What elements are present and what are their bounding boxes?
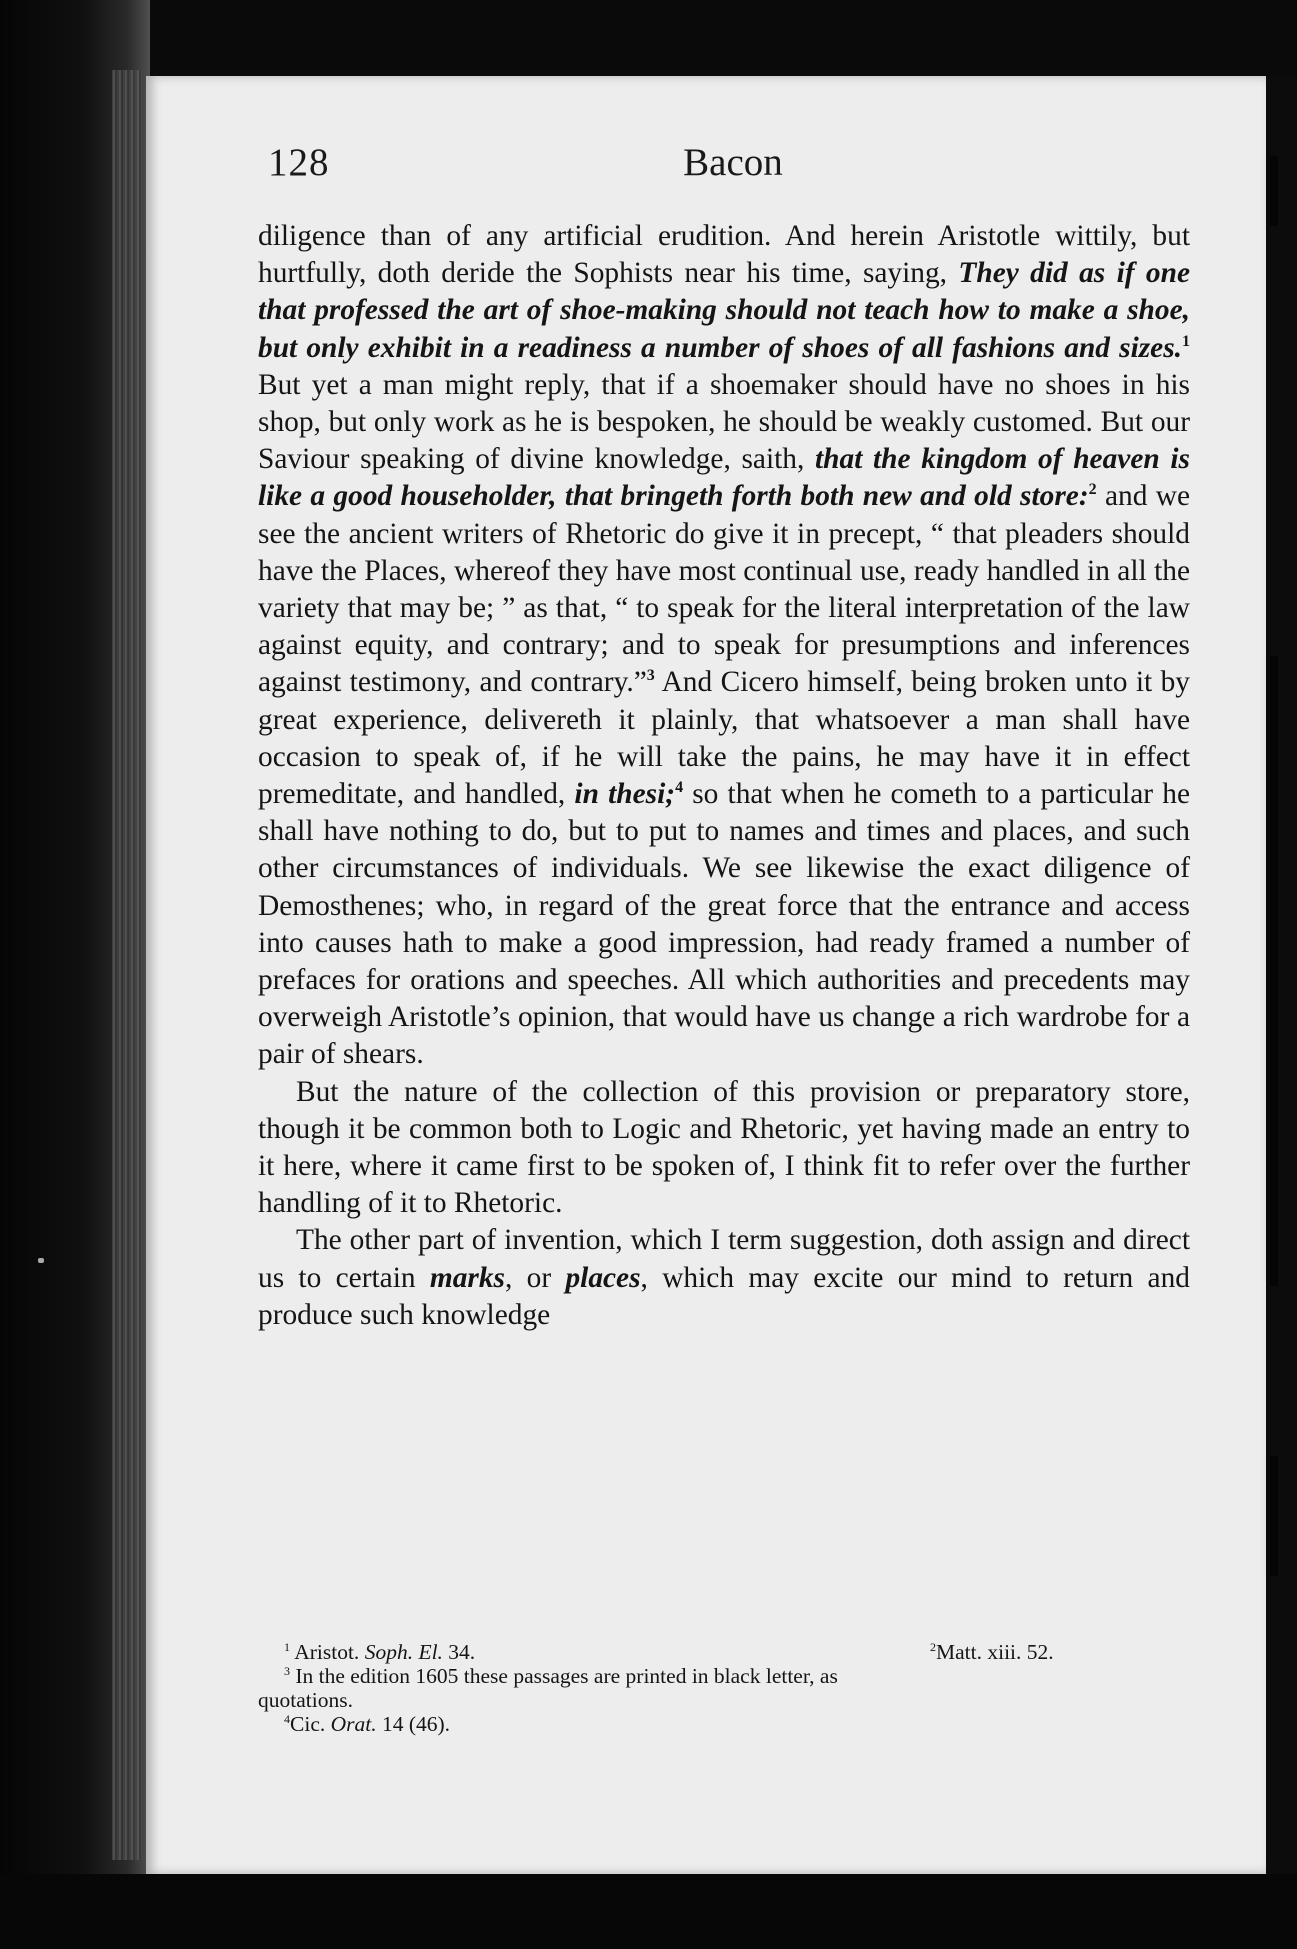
- page-header: [268, 140, 1188, 190]
- footnote-4: [258, 1712, 1190, 1736]
- italic-run: They did as if one that professed the art of shoe-making should not teach how to make a shoe, but only exhibit in a readiness a number of shoes of all fashions and sizes.: [258, 257, 1191, 364]
- edge-mark: [1270, 656, 1278, 1286]
- footnote-ref: 2: [1088, 481, 1097, 499]
- footnote-3: [258, 1664, 1190, 1688]
- footnote-title: Orat.: [330, 1712, 377, 1736]
- scan-border-bottom: [0, 1874, 1297, 1949]
- text-run: The other part of invention, which I term suggestion, doth assign and direct us to certain: [258, 1224, 1190, 1294]
- footnote-text: In the edition 1605 these passages are printed in black letter, as: [295, 1664, 838, 1688]
- text-run: , or: [505, 1261, 566, 1294]
- scan-speck: [38, 1258, 44, 1263]
- italic-run: places: [565, 1261, 641, 1294]
- page-edges: [112, 70, 142, 1860]
- book-spine: [0, 0, 150, 1949]
- italic-run: that the kingdom of heaven is like a good householder, that bringeth forth both new and old store:: [258, 443, 1190, 513]
- footnote-mark: 3: [284, 1663, 290, 1678]
- footnote-text: 34.: [442, 1640, 476, 1664]
- paragraph: [258, 1222, 1190, 1334]
- text-run: so that when he cometh to a particular he shall have nothing to do, but to put to names and times and places, and such other circumstances of individuals. We see likewise the exact diligence of Demosthenes; who, in regard of the great force that the entrance and access into causes hath to make a good impression, had ready framed a number of prefaces for orations and speeches. All which authorities and precedents may overweigh Aristotle’s opinion, that would have us change a rich wardrobe for a pair of shears.: [258, 778, 1190, 1071]
- body-text: [258, 218, 1190, 1334]
- footnote-row: [258, 1640, 1190, 1664]
- footnote-text: Cic.: [290, 1712, 331, 1736]
- footnote-ref: 3: [646, 667, 655, 685]
- footnotes: [258, 1640, 1190, 1736]
- edge-mark: [1270, 156, 1278, 226]
- footnote-text: Matt. xiii. 52.: [936, 1640, 1054, 1664]
- paragraph: [258, 1074, 1190, 1223]
- text-run: But the nature of the collection of this provision or preparatory store, though it be common both to Logic and Rhetoric, yet having made an entry to it here, where it came first to be spoken of, I think fit to refer over the further handling of it to Rhetoric.: [258, 1075, 1190, 1220]
- footnote-mark: 1: [284, 1639, 290, 1654]
- footnote-text: 14 (46).: [376, 1712, 451, 1736]
- footnote-ref: 4: [675, 779, 684, 797]
- footnote-1: [284, 1640, 475, 1664]
- text-run: And Cicero himself, being broken unto it by great experience, delivereth it plainly, that whatsoever a man shall have occasion to speak of, if he will take the pains, he may have it in effect premeditate, and handled,: [258, 666, 1190, 811]
- footnote-title: Soph. El.: [364, 1640, 443, 1664]
- italic-run: marks: [429, 1261, 505, 1294]
- running-head: Bacon: [683, 141, 783, 184]
- text-run: and we see the ancient writers of Rhetoric do give it in precept, “ that pleaders should have the Places, whereof they have most continual use, ready handled in all the variety that may be; ” as that, “ to speak for the literal interpretation of the law against equity, and contrary; and to speak for presumptions and inferences against testimony, and contrary.”: [258, 480, 1190, 699]
- edge-mark: [1270, 1456, 1278, 1576]
- paragraph: [258, 218, 1190, 1074]
- footnote-ref: 1: [1182, 332, 1190, 350]
- facing-page-edge: [1266, 76, 1297, 1874]
- footnote-mark: 4: [284, 1711, 290, 1726]
- text-run: , which may excite our mind to return and produce such knowledge: [258, 1261, 1190, 1331]
- footnote-3-continued: quotations.: [258, 1688, 353, 1712]
- footnote-mark: 2: [930, 1639, 936, 1654]
- italic-run: in thesi;: [574, 778, 676, 811]
- text-run: But yet a man might reply, that if a shoemaker should have no shoes in his shop, but only work as he is bespoken, he should be weakly customed. But our Saviour speaking of divine knowledge, saith,: [258, 368, 1190, 476]
- text-run: diligence than of any artificial erudition. And herein Aristotle wittily, but hurtfully, doth deride the Sophists near his time, saying,: [258, 220, 1190, 290]
- footnote-text: Aristot.: [294, 1640, 365, 1664]
- page-number: 128: [268, 141, 330, 184]
- footnote-2: [930, 1640, 1054, 1664]
